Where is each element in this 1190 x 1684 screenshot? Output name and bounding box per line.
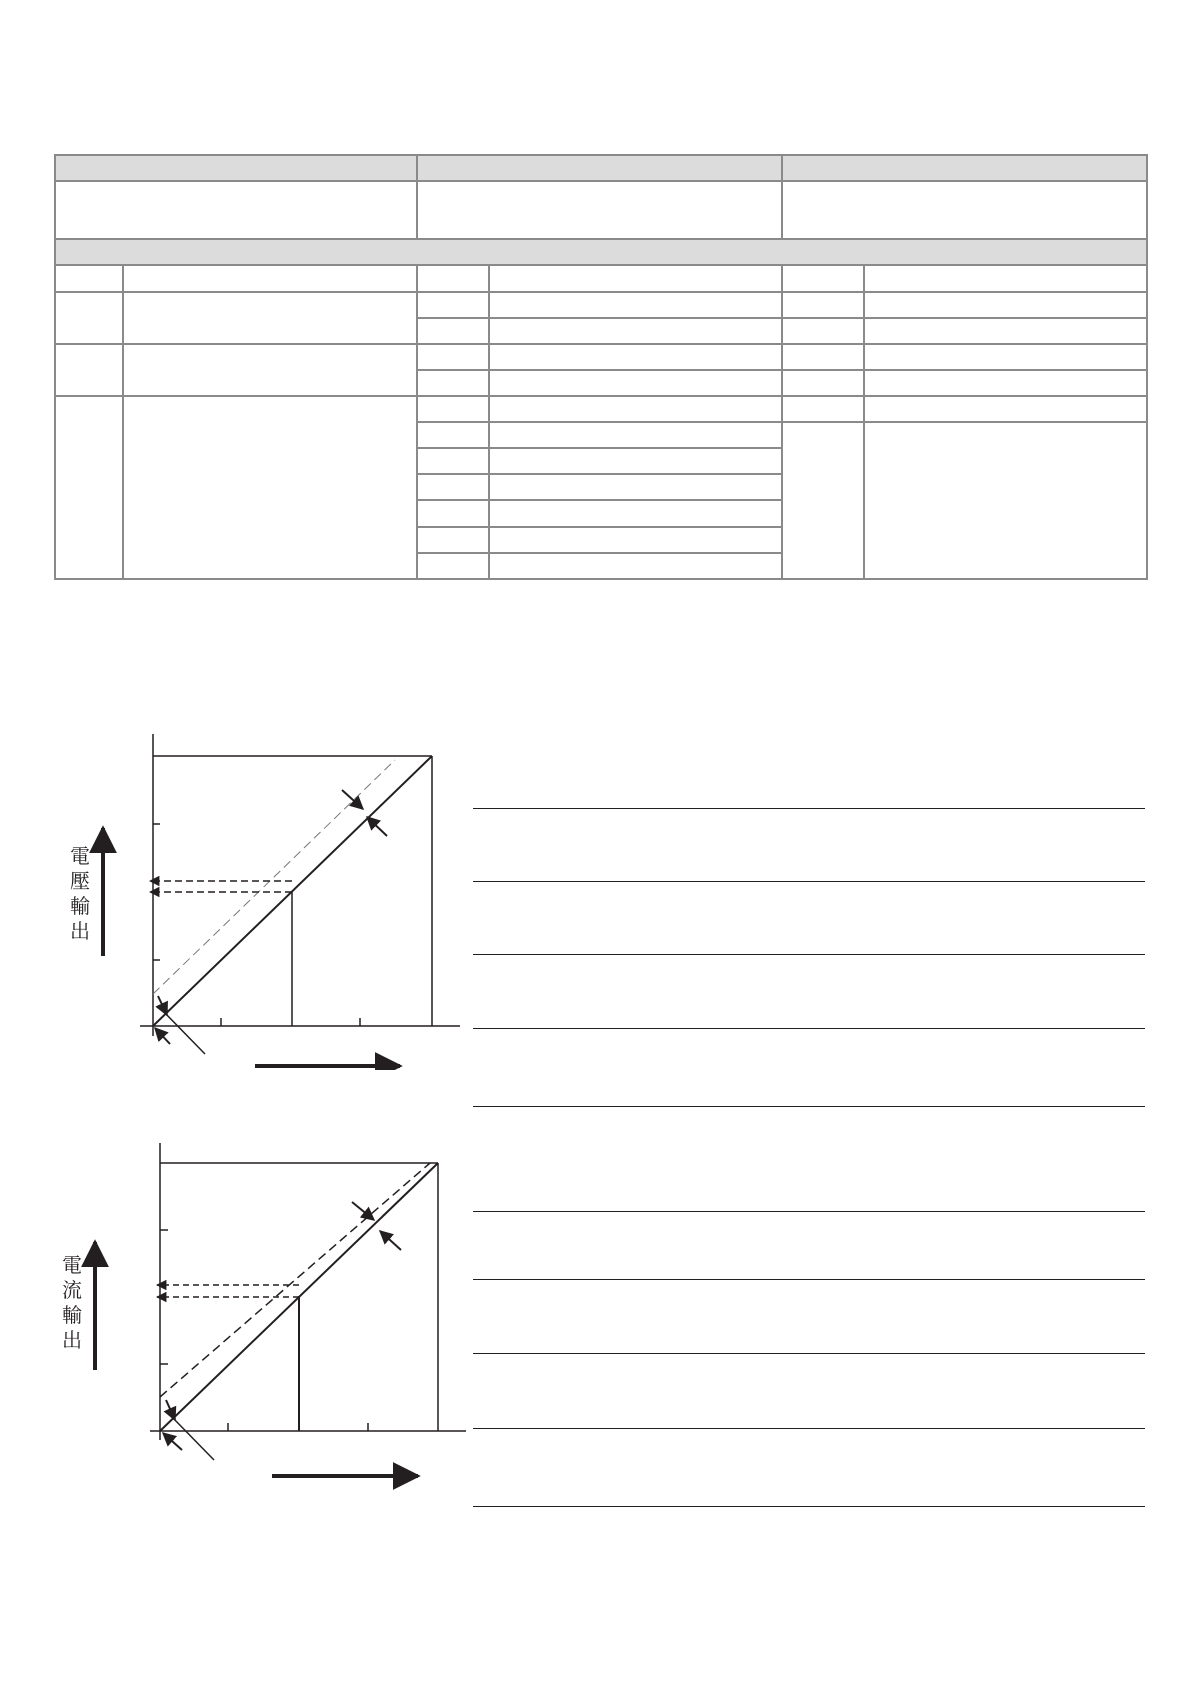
table-cell [864, 396, 1147, 422]
offset-tick-arrow [166, 1400, 175, 1420]
table-cell [123, 292, 417, 344]
header-cell [782, 155, 1147, 181]
table-cell [489, 500, 782, 526]
rule-line [473, 1279, 1145, 1280]
table-cell [864, 318, 1147, 344]
table-summary-row [55, 181, 1147, 239]
rule-line [473, 1428, 1145, 1429]
table-cell [782, 292, 864, 318]
table-cell [489, 396, 782, 422]
table-cell [782, 422, 864, 579]
table-cell [489, 422, 782, 448]
table-cell [489, 448, 782, 474]
table-cell [489, 474, 782, 500]
summary-cell [782, 181, 1147, 239]
table-cell [489, 265, 782, 291]
axis-label-char: 電 [62, 1253, 82, 1277]
table-cell [489, 553, 782, 579]
table-cell [417, 370, 489, 396]
table-row [55, 265, 1147, 291]
gain-error-arrow [380, 1231, 401, 1250]
table-cell [123, 265, 417, 291]
table-cell [417, 474, 489, 500]
header-cell [417, 155, 782, 181]
table-section-band [55, 239, 1147, 265]
rule-line [473, 1028, 1145, 1029]
table-cell [123, 396, 417, 579]
header-cell [55, 155, 417, 181]
rule-line [473, 1506, 1145, 1507]
table-row [55, 292, 1147, 318]
offset-tick-arrow [158, 996, 167, 1015]
table-cell [55, 344, 123, 396]
table-cell [417, 527, 489, 553]
table-row [55, 344, 1147, 370]
current-output-diagram [0, 1140, 470, 1490]
rule-line [473, 1106, 1145, 1107]
table-cell [489, 292, 782, 318]
axis-label-char: 壓 [70, 869, 90, 893]
table-cell [123, 344, 417, 396]
table-header-row [55, 155, 1147, 181]
table-cell [489, 318, 782, 344]
offset-error-arrow [163, 1433, 182, 1450]
table-cell [417, 500, 489, 526]
table-cell [55, 396, 123, 579]
table-row [55, 396, 1147, 422]
axis-label-char: 電 [70, 844, 90, 868]
table-cell [417, 318, 489, 344]
rule-line [473, 954, 1145, 955]
offset-error-arrow [155, 1028, 170, 1044]
voltage-diagram-graphic [0, 730, 470, 1070]
table-cell [55, 265, 123, 291]
table-cell [489, 344, 782, 370]
table-cell [489, 370, 782, 396]
table-cell [864, 292, 1147, 318]
rule-line [473, 1353, 1145, 1354]
table-cell [782, 396, 864, 422]
axis-label-char: 流 [62, 1278, 82, 1302]
gain-error-arrow [367, 817, 387, 836]
table-cell [55, 292, 123, 344]
table-cell [864, 344, 1147, 370]
summary-cell [417, 181, 782, 239]
spec-table [54, 154, 1148, 580]
section-band-cell [55, 239, 1147, 265]
voltage-output-diagram [0, 730, 470, 1070]
table-cell [417, 396, 489, 422]
table-cell [864, 370, 1147, 396]
rule-line [473, 808, 1145, 809]
rule-line [473, 1211, 1145, 1212]
axis-label-char: 輸 [70, 894, 90, 918]
summary-cell [55, 181, 417, 239]
table-cell [417, 422, 489, 448]
table-cell [782, 265, 864, 291]
axis-label-char: 輸 [62, 1303, 82, 1327]
table-cell [417, 553, 489, 579]
offset-line [160, 1163, 430, 1397]
axis-label-char: 出 [70, 919, 90, 943]
table-cell [782, 370, 864, 396]
table-cell [782, 318, 864, 344]
table-cell [864, 265, 1147, 291]
gain-error-arrow [342, 790, 363, 809]
offset-line [153, 760, 395, 994]
axis-label-char: 出 [62, 1328, 82, 1352]
offset-leader [163, 1011, 205, 1054]
table-cell [417, 448, 489, 474]
rule-line [473, 881, 1145, 882]
table-cell [782, 344, 864, 370]
table-cell [489, 527, 782, 553]
offset-leader [172, 1417, 214, 1460]
table-cell [417, 292, 489, 318]
current-diagram-graphic [0, 1140, 470, 1490]
table-cell [417, 344, 489, 370]
gain-error-arrow [352, 1202, 374, 1220]
table-cell [417, 265, 489, 291]
table-cell [864, 422, 1147, 579]
